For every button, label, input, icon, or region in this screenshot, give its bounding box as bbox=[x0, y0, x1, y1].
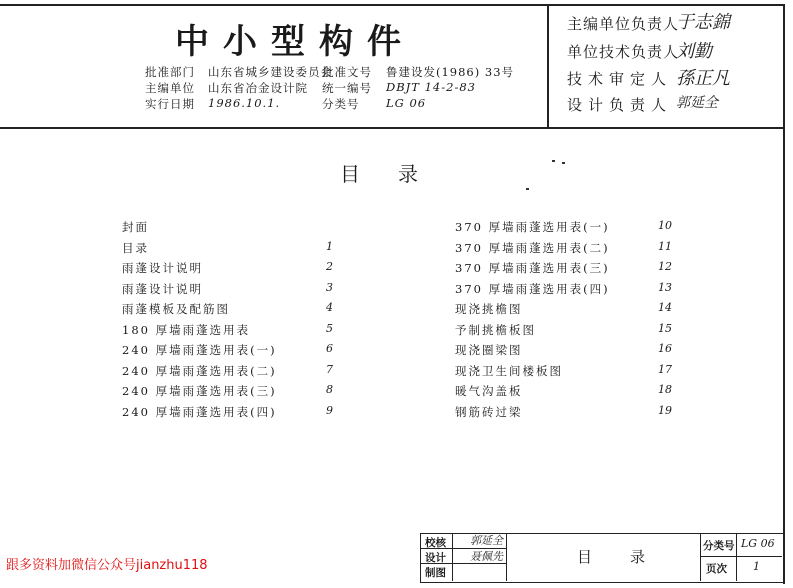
toc-right-item-page: 11 bbox=[658, 239, 672, 253]
tb-check-label: 校核 bbox=[425, 537, 446, 549]
toc-right-item-title: 现浇挑檐图 bbox=[455, 302, 523, 316]
tb-check-signature: 郭延全 bbox=[470, 534, 503, 547]
approval-doc-value: 鲁建设发(1986) 33号 bbox=[386, 65, 515, 79]
tb-category-label: 分类号 bbox=[703, 540, 735, 552]
toc-left-item-title: 240 厚墙雨蓬选用表(一) bbox=[122, 343, 277, 357]
unified-no-label: 统一编号 bbox=[322, 81, 372, 95]
unified-no-value: DBJT 14-2-83 bbox=[386, 80, 476, 94]
effective-date-value: 1986.10.1. bbox=[208, 96, 281, 110]
tb-page-label: 页次 bbox=[706, 563, 727, 575]
toc-right-item-page: 19 bbox=[658, 403, 672, 417]
toc-right-item-title: 钢筋砖过梁 bbox=[455, 404, 523, 419]
signature-tech: 刘勤 bbox=[676, 41, 712, 62]
toc-left-item-title: 雨蓬设计说明 bbox=[122, 281, 203, 296]
toc-left-item-page: 2 bbox=[326, 260, 333, 273]
toc-right-item-title: 370 厚墙雨蓬选用表(三) bbox=[455, 261, 610, 275]
approver-value: 山东省城乡建设委员会 bbox=[208, 65, 333, 79]
scan-speck bbox=[562, 162, 565, 164]
toc-left-item-page: 5 bbox=[326, 321, 333, 335]
toc-right-item-title: 现浇圈梁图 bbox=[455, 343, 523, 357]
toc-right-item-title: 予制挑檐板图 bbox=[455, 322, 536, 337]
toc-left-item-page: 6 bbox=[326, 342, 333, 355]
title-block-rule bbox=[700, 556, 782, 557]
toc-left-item-title: 雨蓬模板及配筋图 bbox=[122, 302, 230, 316]
toc-heading: 目录 bbox=[340, 162, 456, 186]
toc-left-item-title: 目录 bbox=[122, 240, 149, 255]
tb-center-title: 目录 bbox=[577, 548, 684, 566]
title-block-rule bbox=[452, 533, 453, 581]
header-vertical-divider bbox=[547, 4, 549, 128]
toc-right-item-title: 现浇卫生间楼板图 bbox=[455, 363, 563, 378]
toc-left-item-title: 240 厚墙雨蓬选用表(四) bbox=[122, 404, 277, 419]
editor-label: 主编单位 bbox=[145, 81, 195, 95]
signature-design: 郭延全 bbox=[676, 95, 718, 111]
editor-value: 山东省冶金设计院 bbox=[208, 81, 308, 95]
toc-right-item-page: 14 bbox=[658, 301, 672, 314]
scan-speck bbox=[552, 160, 555, 162]
scan-speck bbox=[526, 188, 529, 190]
approval-doc-label: 批准文号 bbox=[322, 65, 372, 79]
header-divider bbox=[0, 127, 785, 129]
toc-left-item-title: 180 厚墙雨蓬选用表 bbox=[122, 322, 251, 337]
toc-left-item-title: 240 厚墙雨蓬选用表(三) bbox=[122, 384, 277, 398]
toc-left-item-page: 1 bbox=[326, 239, 333, 253]
toc-right-item-page: 18 bbox=[658, 383, 672, 396]
tb-page-value: 1 bbox=[753, 560, 760, 573]
toc-right-item-page: 10 bbox=[658, 219, 672, 232]
toc-left-item-page: 3 bbox=[326, 280, 333, 294]
tb-design-label: 设计 bbox=[425, 552, 446, 564]
toc-right-item-page: 12 bbox=[658, 260, 672, 273]
title-block-rule bbox=[700, 533, 701, 581]
effective-date-label: 实行日期 bbox=[145, 97, 195, 111]
toc-left-item-title: 雨蓬设计说明 bbox=[122, 261, 203, 275]
category-value: LG 06 bbox=[386, 96, 427, 110]
signature-review: 孫正凡 bbox=[676, 68, 730, 89]
toc-right-item-page: 16 bbox=[658, 342, 672, 355]
category-label: 分类号 bbox=[322, 97, 360, 111]
toc-left-item-title: 240 厚墙雨蓬选用表(二) bbox=[122, 363, 277, 378]
toc-right-item-page: 17 bbox=[658, 362, 672, 376]
toc-right-item-title: 暖气沟盖板 bbox=[455, 384, 523, 398]
tb-drawing-label: 制图 bbox=[425, 567, 446, 579]
tb-category-value: LG 06 bbox=[741, 537, 775, 550]
frame-top-border bbox=[0, 4, 785, 6]
resp-label-tech: 单位技术负责人 bbox=[567, 43, 680, 61]
tb-design-signature: 聂佩先 bbox=[470, 550, 503, 563]
frame-right-border bbox=[783, 4, 785, 584]
watermark-text: 跟多资料加微信公众号jianzhu118 bbox=[6, 558, 208, 573]
toc-right-item-title: 370 厚墙雨蓬选用表(二) bbox=[455, 240, 610, 255]
toc-right-item-page: 13 bbox=[658, 280, 672, 294]
resp-label-chief: 主编单位负责人 bbox=[567, 15, 680, 33]
toc-left-item-title: 封面 bbox=[122, 220, 149, 234]
toc-right-item-title: 370 厚墙雨蓬选用表(一) bbox=[455, 220, 610, 234]
toc-left-item-page: 4 bbox=[326, 301, 333, 314]
toc-left-item-page: 7 bbox=[326, 362, 333, 376]
toc-right-item-title: 370 厚墙雨蓬选用表(四) bbox=[455, 281, 610, 296]
document-title: 中小型构件 bbox=[175, 22, 415, 62]
toc-left-item-page: 9 bbox=[326, 403, 333, 417]
resp-label-design: 设计负责人 bbox=[567, 96, 673, 114]
signature-chief: 于志錦 bbox=[676, 12, 730, 33]
title-block-rule bbox=[506, 533, 507, 581]
toc-left-item-page: 8 bbox=[326, 383, 333, 396]
approver-label: 批准部门 bbox=[145, 65, 195, 79]
resp-label-review: 技术审定人 bbox=[567, 70, 673, 88]
toc-right-item-page: 15 bbox=[658, 321, 672, 335]
title-block-rule bbox=[736, 533, 737, 581]
